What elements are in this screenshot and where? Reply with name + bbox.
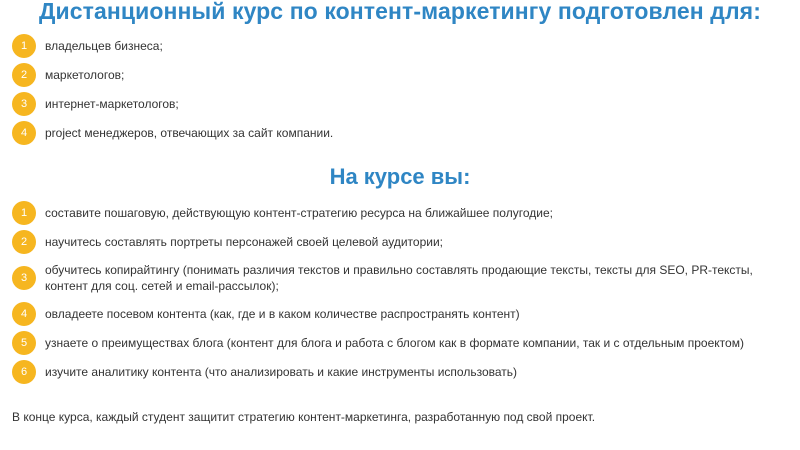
- outcome-item-2: [12, 229, 785, 255]
- number-badge: 3: [12, 92, 36, 116]
- number-badge: 1: [12, 201, 36, 225]
- number-badge: 4: [12, 302, 36, 326]
- audience-item-3: [12, 91, 333, 117]
- course-footer-note: В конце курса, каждый студент защитит стратегию контент-маркетинга, разработанную под свой проект.: [12, 410, 596, 424]
- number-badge: 2: [12, 230, 36, 254]
- number-badge: 1: [12, 34, 36, 58]
- audience-item-2: [12, 62, 333, 88]
- audience-item-text: владельцев бизнеса;: [45, 39, 163, 53]
- outcome-item-text: изучите аналитику контента (что анализировать и какие инструменты использовать): [45, 365, 518, 379]
- outcome-item-1: [12, 200, 785, 226]
- course-audience-heading: Дистанционный курс по контент-маркетингу подготовлен для:: [39, 0, 761, 24]
- outcome-item-text: узнаете о преимуществах блога (контент для блога и работа с блогом как в формате компании, так и с отдельным проектом): [45, 336, 744, 350]
- audience-item-1: [12, 33, 333, 59]
- number-badge: 3: [12, 266, 36, 290]
- outcome-item-text: научитесь составлять портреты персонажей своей целевой аудитории;: [45, 235, 444, 249]
- course-outcomes-heading: На курсе вы:: [329, 164, 471, 189]
- outcomes-list: [12, 200, 785, 388]
- number-badge: 2: [12, 63, 36, 87]
- outcome-item-3: [12, 258, 785, 298]
- outcome-item-text: овладеете посевом контента (как, где и в каком количестве распространять контент): [45, 307, 520, 321]
- outcome-item-text: обучитесь копирайтингу (понимать различия текстов и правильно составлять продающие тексты, тексты для SEO, PR-тексты, контент для соц. сетей и email-рассылок);: [45, 263, 753, 293]
- audience-item-text: интернет-маркетологов;: [45, 97, 179, 111]
- outcome-item-text: составите пошаговую, действующую контент-стратегию ресурса на ближайшее полугодие;: [45, 206, 553, 220]
- outcome-item-5: [12, 330, 785, 356]
- outcome-item-4: [12, 301, 785, 327]
- number-badge: 6: [12, 360, 36, 384]
- audience-list: [12, 33, 333, 149]
- audience-item-4: [12, 120, 333, 146]
- outcome-item-6: [12, 359, 785, 385]
- audience-item-text: project менеджеров, отвечающих за сайт компании.: [45, 126, 334, 140]
- number-badge: 5: [12, 331, 36, 355]
- number-badge: 4: [12, 121, 36, 145]
- audience-item-text: маркетологов;: [45, 68, 125, 82]
